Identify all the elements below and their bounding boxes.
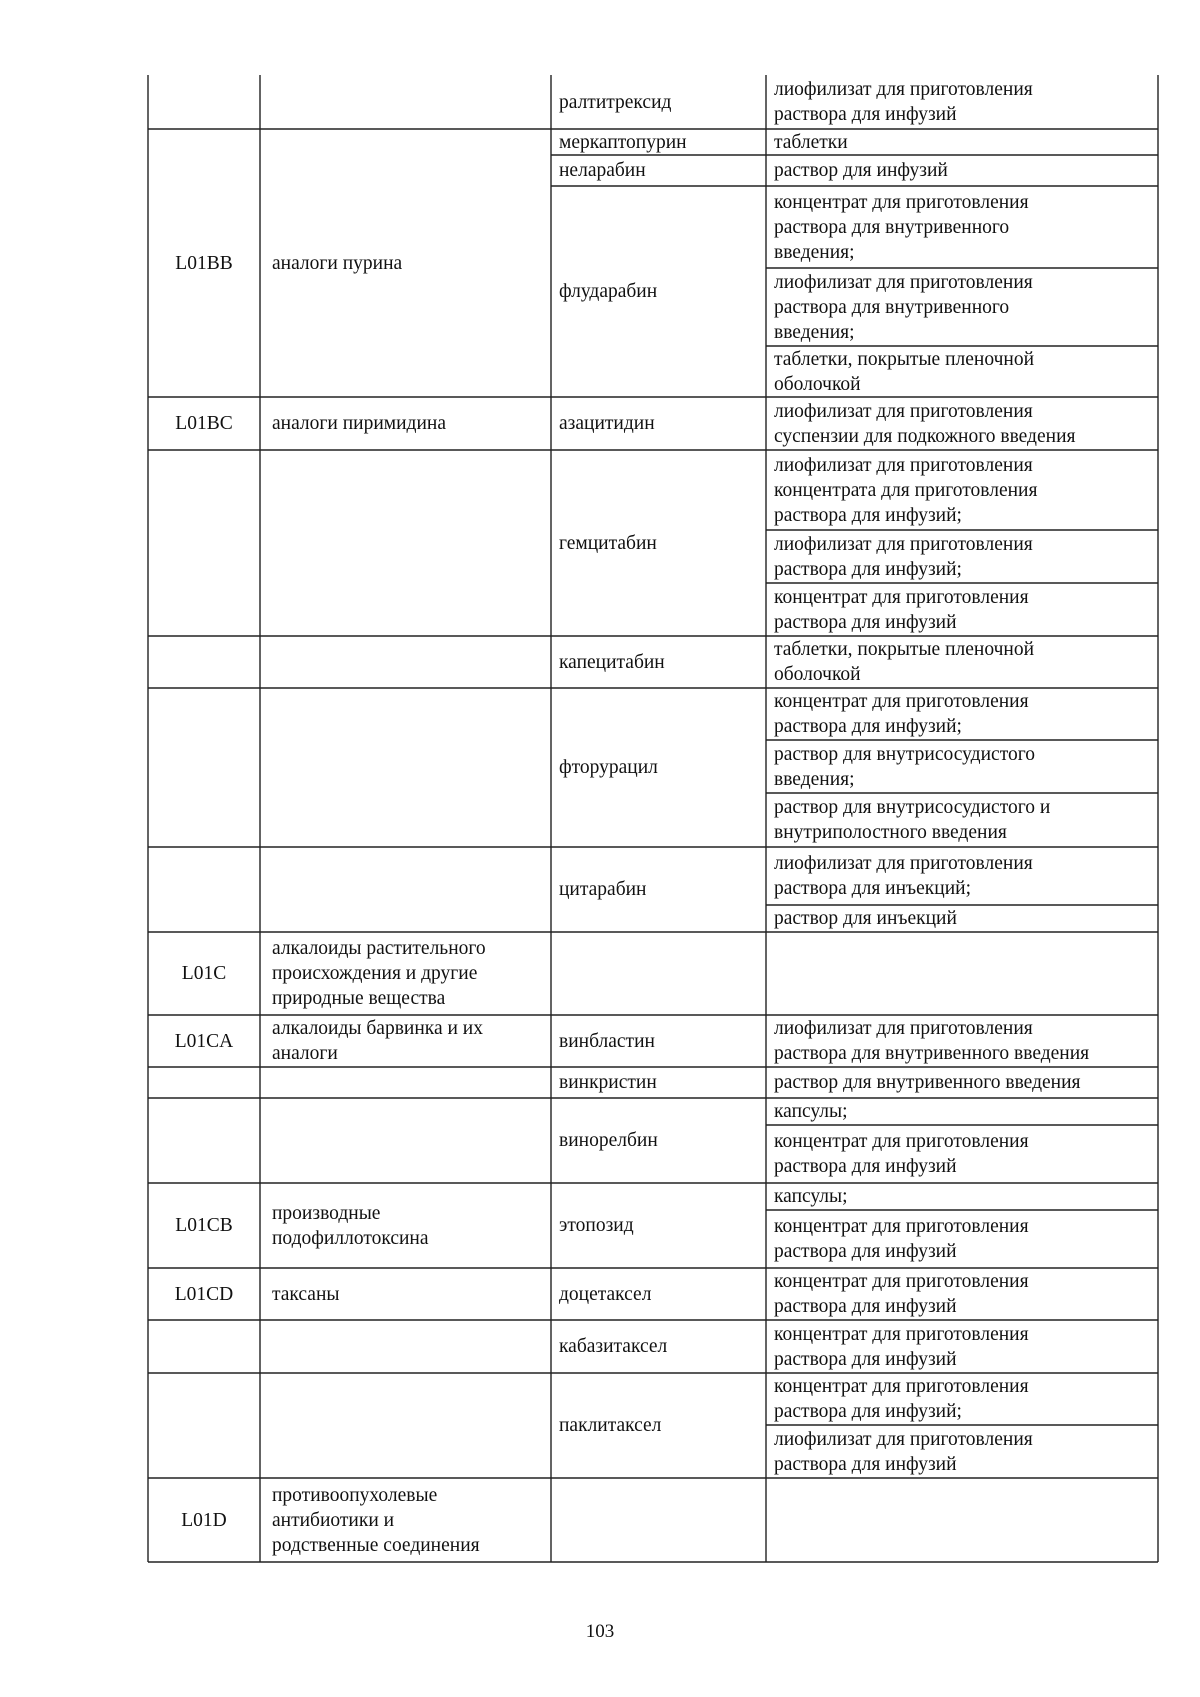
dosage-form-cell: таблетки, покрытые пленочной оболочкой [774, 348, 1035, 395]
dosage-form-cell: раствор для внутривенного введения [774, 1072, 1081, 1093]
group-name-cell [260, 1067, 551, 1098]
group-name-cell [260, 1098, 551, 1183]
atc-code-cell: L01CB [175, 1215, 233, 1236]
dosage-form-cell: капсулы; [774, 1186, 848, 1207]
atc-code-cell [148, 1098, 260, 1183]
group-name-cell [260, 688, 551, 847]
dosage-form-cell: лиофилизат для приготовления раствора для внутривенного введения; [774, 271, 1033, 343]
drug-name-cell: цитарабин [559, 879, 647, 900]
group-name-cell: аналоги пурина [272, 252, 403, 274]
atc-code-cell: L01CD [174, 1283, 234, 1305]
group-name-cell: производные подофиллотоксина [272, 1202, 429, 1249]
dosage-form-cell: раствор для инъекций [774, 908, 957, 929]
group-name-cell: таксаны [272, 1283, 340, 1305]
drug-name-cell: неларабин [559, 160, 646, 181]
atc-code-cell [148, 1067, 260, 1098]
dosage-form-cell: лиофилизат для приготовления концентрата для приготовления раствора для инфузий; [774, 454, 1038, 526]
dosage-form-cell: капсулы; [774, 1101, 848, 1122]
dosage-form-cell: таблетки, покрытые пленочной оболочкой [774, 639, 1035, 685]
group-name-cell [260, 75, 551, 129]
drug-name-cell: винбластин [559, 1030, 655, 1052]
atc-code-cell [148, 450, 260, 636]
dosage-form-cell: концентрат для приготовления раствора для инфузий; [774, 1376, 1029, 1422]
drug-name-cell: фторурацил [559, 757, 658, 778]
group-name-cell [260, 636, 551, 688]
atc-code-cell: L01CA [174, 1030, 234, 1052]
dosage-form-cell: раствор для внутрисосудистого введения; [774, 743, 1035, 790]
group-name-cell: аналоги пиримидина [272, 413, 446, 434]
dosage-form-cell: раствор для инфузий [774, 160, 948, 181]
dosage-form-cell: раствор для внутрисосудистого и внутриполостного введения [774, 797, 1051, 843]
dosage-form-cell: концентрат для приготовления раствора для инфузий [774, 1131, 1029, 1177]
drug-name-cell: кабазитаксел [559, 1336, 668, 1357]
dosage-form-cell: лиофилизат для приготовления раствора для инфузий [774, 1428, 1033, 1475]
atc-code-cell: L01C [181, 963, 227, 984]
atc-code-cell: L01BB [175, 252, 233, 274]
dosage-form-cell: концентрат для приготовления раствора для инфузий [774, 1216, 1029, 1262]
dosage-form-cell: концентрат для приготовления раствора для инфузий [774, 1323, 1029, 1370]
drug-name-cell: меркаптопурин [559, 131, 687, 153]
drug-name-cell: винорелбин [559, 1130, 658, 1151]
drug-name-cell: флударабин [559, 281, 658, 302]
dosage-form-cell: концентрат для приготовления раствора для внутривенного введения; [774, 191, 1029, 263]
drug-name-cell: капецитабин [559, 651, 665, 673]
drug-name-cell: этопозид [559, 1215, 634, 1236]
drug-name-cell: азацитидин [559, 413, 655, 434]
group-name-cell [260, 1373, 551, 1478]
dosage-form-cell: лиофилизат для приготовления раствора для внутривенного введения [774, 1018, 1090, 1064]
dosage-form-cell: концентрат для приготовления раствора для инфузий [774, 586, 1029, 633]
atc-code-cell [148, 847, 260, 932]
atc-code-cell [148, 688, 260, 847]
dosage-form-cell: лиофилизат для приготовления раствора для инъекций; [774, 853, 1033, 899]
group-name-cell: алкалоиды барвинка и их аналоги [272, 1018, 483, 1064]
dosage-form-cell: концентрат для приготовления раствора для инфузий; [774, 691, 1029, 737]
drug-name-cell: винкристин [559, 1072, 657, 1093]
dosage-form-cell: таблетки [774, 131, 848, 153]
atc-code-cell [148, 1320, 260, 1373]
atc-code-cell: L01BC [175, 413, 233, 434]
atc-code-cell [148, 636, 260, 688]
dosage-form-cell: лиофилизат для приготовления раствора для инфузий; [774, 533, 1033, 580]
atc-code-cell [148, 75, 260, 129]
drug-name-cell: ралтитрексид [559, 91, 672, 113]
group-name-cell [260, 450, 551, 636]
dosage-form-cell: концентрат для приготовления раствора для инфузий [774, 1271, 1029, 1317]
atc-code-cell: L01D [181, 1509, 227, 1531]
group-name-cell: алкалоиды растительного происхождения и другие природные вещества [272, 938, 486, 1009]
drug-name-cell: паклитаксел [559, 1415, 662, 1436]
group-name-cell [260, 1320, 551, 1373]
drug-name-cell: гемцитабин [559, 532, 657, 554]
dosage-form-cell: лиофилизат для приготовления раствора для инфузий [774, 79, 1033, 125]
group-name-cell [260, 847, 551, 932]
group-name-cell: противоопухолевые антибиотики и родственные соединения [272, 1484, 480, 1556]
atc-code-cell [148, 1373, 260, 1478]
drug-name-cell: доцетаксел [559, 1283, 652, 1305]
page-number: 103 [585, 1621, 615, 1642]
dosage-form-cell: лиофилизат для приготовления суспензии для подкожного введения [774, 400, 1076, 447]
